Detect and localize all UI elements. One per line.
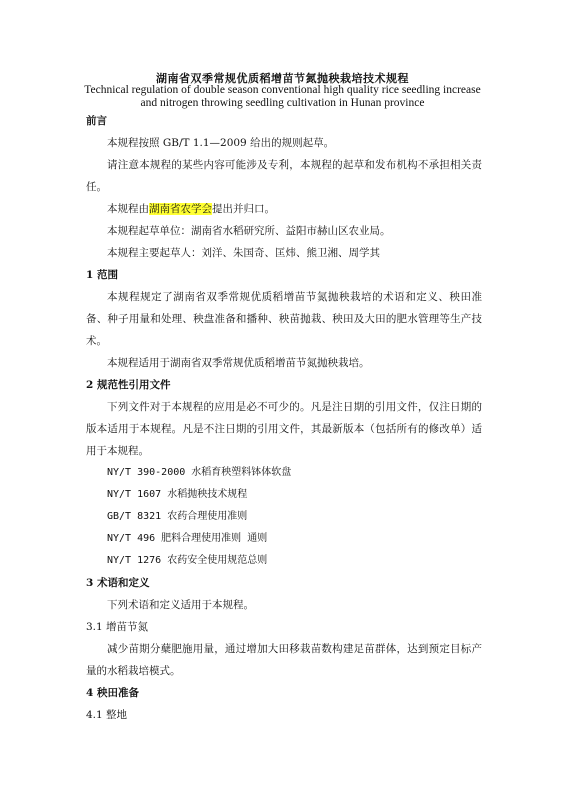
document-title-cn: 湖南省双季常规优质稻增苗节氮抛秧栽培技术规程 [156,72,409,85]
reference-item: NY/T 496 肥料合理使用准则 通则 [107,533,268,544]
foreword-p3-before: 本规程由 [107,203,149,215]
foreword-paragraph-3 [86,198,482,220]
section-4-1-heading: 4.1 整地 [86,709,128,721]
reference-item: NY/T 1276 农药安全使用规范总则 [107,555,268,566]
document-title-en: Technical regulation of double season conventional high quality rice seedling increase and nitrogen throwing seedling cultivation in Hunan province [84,84,481,109]
foreword-p3-after: 提出并归口。 [212,203,275,215]
foreword-paragraph-1: 本规程按照 GB/T 1.1—2009 给出的规则起草。 [107,137,335,149]
reference-item: GB/T 8321 农药合理使用准则 [107,511,248,522]
reference-item: NY/T 390-2000 水稻育秧塑料钵体软盘 [107,467,292,478]
foreword-paragraph-4: 本规程起草单位：湖南省水稻研究所、益阳市赫山区农业局。 [107,225,391,237]
section-1-paragraph-1: 本规程规定了湖南省双季常规优质稻增苗节氮抛秧栽培的术语和定义、秧田准备、种子用量和处理、秧盘准备和播种、秧苗抛栽、秧田及大田的肥水管理等生产技术。 [86,291,482,347]
section-2-paragraph-1: 下列文件对于本规程的应用是必不可少的。凡是注日期的引用文件，仅注日期的版本适用于本规程。凡是不注日期的引用文件，其最新版本（包括所有的修改单）适用于本规程。 [86,401,482,457]
section-3-1-paragraph: 减少苗期分蘖肥施用量，通过增加大田移栽苗数构建足苗群体，达到预定目标产量的水稻栽培模式。 [86,643,482,677]
section-3-1-heading: 3.1 增苗节氮 [86,621,149,633]
highlighted-organization: 湖南省农学会 [149,203,212,215]
section-1-paragraph-2: 本规程适用于湖南省双季常规优质稻增苗节氮抛秧栽培。 [107,357,370,369]
reference-item: NY/T 1607 水稻抛秧技术规程 [107,489,248,500]
section-1-heading: 1 范围 [86,269,118,281]
section-3-heading: 3 术语和定义 [86,577,150,589]
section-3-paragraph-1: 下列术语和定义适用于本规程。 [107,599,254,611]
foreword-paragraph-2: 请注意本规程的某些内容可能涉及专利，本规程的起草和发布机构不承担相关责任。 [86,159,482,193]
section-4-heading: 4 秧田准备 [86,687,139,699]
section-2-heading: 2 规范性引用文件 [86,379,171,391]
foreword-heading: 前言 [86,115,107,127]
foreword-paragraph-5: 本规程主要起草人：刘洋、朱国奇、匡炜、熊卫湘、周学其 [107,247,380,259]
document-body [86,110,482,726]
